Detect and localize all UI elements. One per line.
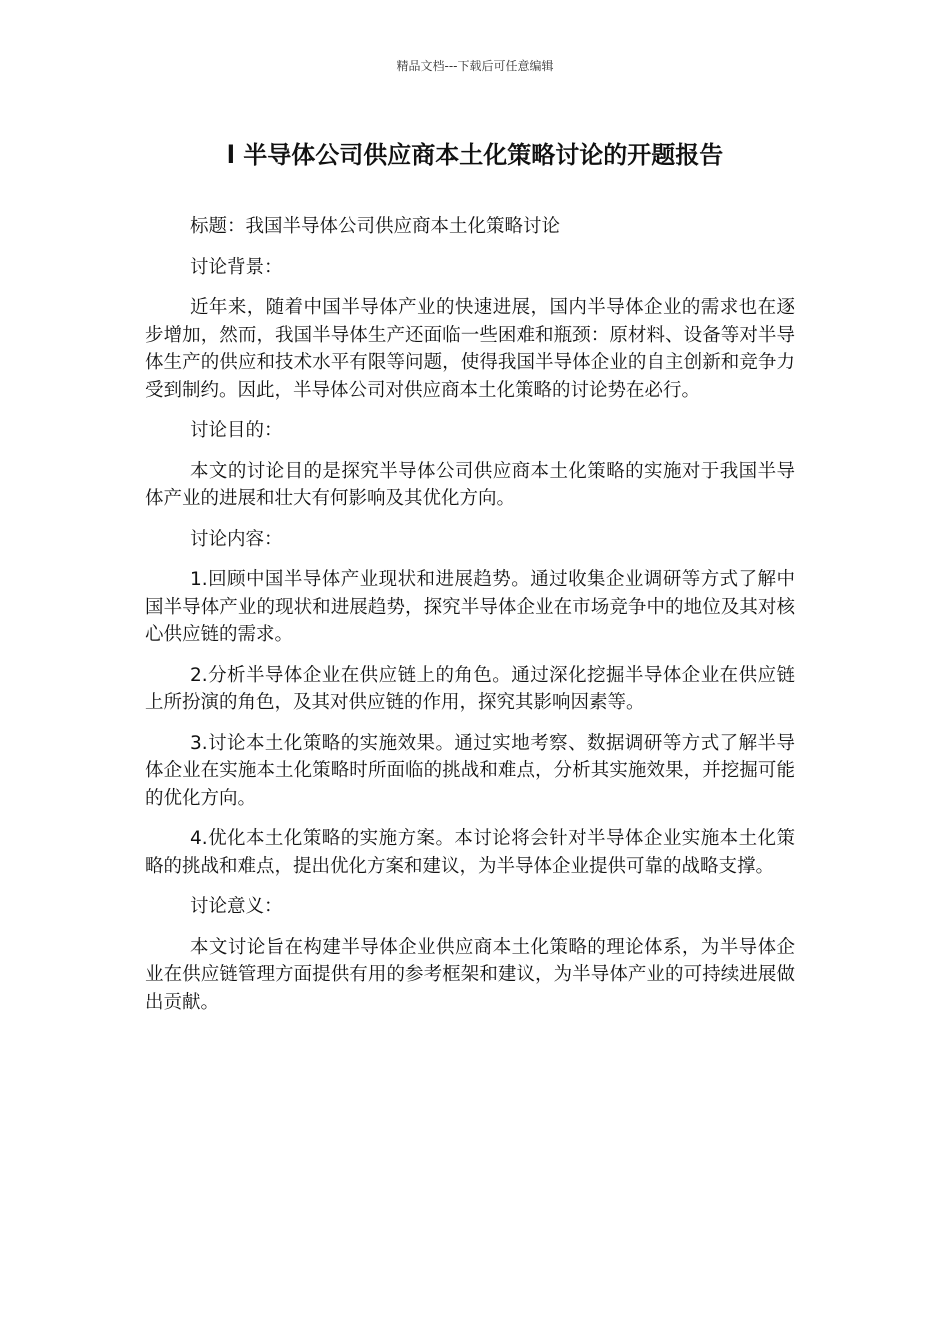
paragraph-purpose: 本文的讨论目的是探究半导体公司供应商本土化策略的实施对于我国半导体产业的进展和壮大有何影响及其优化方向。: [145, 460, 795, 509]
paragraph-content-item-2: 2.分析半导体企业在供应链上的角色。通过深化挖掘半导体企业在供应链上所扮演的角色，及其对供应链的作用，探究其影响因素等。: [145, 664, 795, 713]
paragraph-topic: 标题：我国半导体公司供应商本土化策略讨论: [190, 216, 561, 237]
heading-background: 讨论背景：: [190, 256, 283, 278]
header-note: 精品文档---下载后可任意编辑: [396, 59, 554, 73]
heading-purpose: 讨论目的：: [190, 420, 283, 441]
paragraph-content-item-1: 1.回顾中国半导体产业现状和进展趋势。通过收集企业调研等方式了解中国半导体产业的现状和进展趋势，探究半导体企业在市场竞争中的地位及其对核心供应链的需求。: [145, 569, 795, 645]
heading-significance: 讨论意义：: [190, 896, 283, 917]
heading-content: 讨论内容：: [190, 528, 283, 550]
paragraph-content-item-3: 3.讨论本土化策略的实施效果。通过实地考察、数据调研等方式了解半导体企业在实施本土化策略时所面临的挑战和难点，分析其实施效果，并挖掘可能的优化方向。: [145, 732, 795, 809]
document-body: [145, 213, 795, 1029]
paragraph-significance: 本文讨论旨在构建半导体企业供应商本土化策略的理论体系，为半导体企业在供应链管理方面提供有用的参考框架和建议，为半导体产业的可持续进展做出贡献。: [145, 936, 795, 1013]
paragraph-background: 近年来，随着中国半导体产业的快速进展，国内半导体企业的需求也在逐步增加，然而，我国半导体生产还面临一些困难和瓶颈：原材料、设备等对半导体生产的供应和技术水平有限等问题，使得我国半导体企业的自主创新和竞争力受到制约。因此，半导体公司对供应商本土化策略的讨论势在必行。: [145, 297, 795, 401]
document-title: l 半导体公司供应商本土化策略讨论的开题报告: [226, 141, 724, 169]
paragraph-content-item-4: 4.优化本土化策略的实施方案。本讨论将会针对半导体企业实施本土化策略的挑战和难点，提出优化方案和建议，为半导体企业提供可靠的战略支撑。: [145, 828, 795, 877]
